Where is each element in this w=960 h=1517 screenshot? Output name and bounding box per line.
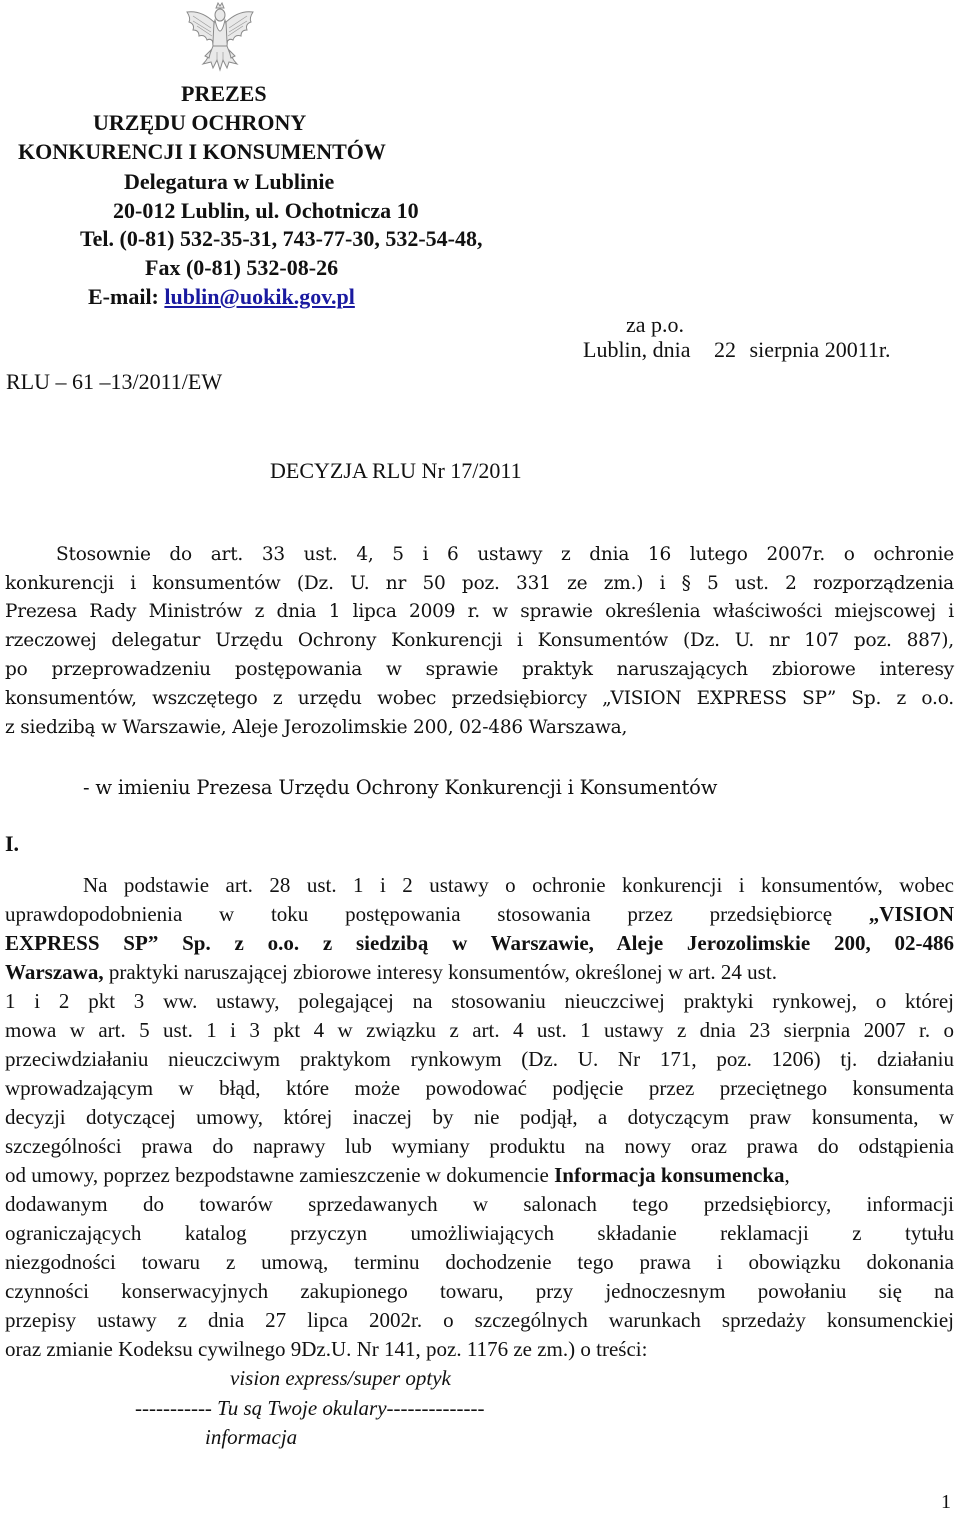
body-line-7: przeciwdziałaniu nieuczciwym praktykom rynkowym (Dz. U. Nr 171, poz. 1206) tj. działaniu xyxy=(5,1047,954,1071)
date-day: 22 xyxy=(714,337,737,362)
intro-line-4: rzeczowej delegatur Urzędu Ochrony Konkurencji i Konsumentów (Dz. U. nr 107 poz. 887), xyxy=(5,630,954,651)
intro-line-2: konkurencji i konsumentów (Dz. U. nr 50 poz. 331 ze zm.) i § 5 ust. 2 rozporządzenia xyxy=(5,573,954,594)
body-line-17: oraz zmianie Kodeksu cywilnego 9Dz.U. Nr 141, poz. 1176 ze zm.) o treści: xyxy=(5,1337,648,1361)
body-line-14: niezgodności towaru z umową, terminu dochodzenie tego prawa i obowiązku dokonania xyxy=(5,1250,954,1274)
body-line-10: szczególności prawa do naprawy lub wymiany produktu na nowy oraz prawa do odstąpienia xyxy=(5,1134,954,1158)
office-name-line1: URZĘDU OCHRONY xyxy=(93,110,307,135)
section-number: I. xyxy=(5,831,20,856)
body-line-4 xyxy=(5,960,954,985)
signatory-note: za p.o. xyxy=(626,312,685,337)
delegation-name: Delegatura w Lublinie xyxy=(124,169,335,194)
office-name-line2: KONKURENCJI I KONSUMENTÓW xyxy=(18,139,386,164)
office-fax: Fax (0-81) 532-08-26 xyxy=(145,255,339,280)
body-line-11 xyxy=(5,1163,790,1188)
company-name-part2: EXPRESS SP” Sp. z o.o. z siedzibą w Warszawie, Aleje Jerozolimskie 200, 02-486 xyxy=(5,931,954,955)
body-line-12: dodawanym do towarów sprzedawanych w salonach tego przedsiębiorcy, informacji xyxy=(5,1192,954,1216)
body-line-1: Na podstawie art. 28 ust. 1 i 2 ustawy o ochronie konkurencji i konsumentów, wobec xyxy=(83,873,954,897)
white-eagle-emblem-icon xyxy=(183,2,257,74)
document-name: Informacja konsumencka xyxy=(554,1163,785,1187)
body-line-5: 1 i 2 pkt 3 ww. ustawy, polegającej na stosowaniu nieuczciwej praktyki rynkowej, o której xyxy=(5,989,954,1013)
body-line-13: ograniczających katalog przyczyn umożliwiających składanie reklamacji z tytułu xyxy=(5,1221,954,1245)
body-line-9: decyzji dotyczącej umowy, której inaczej by nie podjął, a dotyczącym praw konsumenta, w xyxy=(5,1105,954,1129)
office-head-title: PREZES xyxy=(181,81,267,106)
document-name-comma: , xyxy=(784,1163,790,1187)
quote-line-1: vision express/super optyk xyxy=(230,1366,451,1390)
body-line-2 xyxy=(5,902,954,927)
body-line-8: wprowadzającym w błąd, które może powodować podjęcie przez przeciętnego konsumenta xyxy=(5,1076,954,1100)
intro-line-1: Stosownie do art. 33 ust. 4, 5 i 6 ustawy z dnia 16 lutego 2007r. o ochronie xyxy=(56,544,954,565)
decision-title: DECYZJA RLU Nr 17/2011 xyxy=(270,458,522,483)
place-date-prefix: Lublin, dnia xyxy=(583,337,691,362)
office-email-line xyxy=(88,282,355,311)
page-number: 1 xyxy=(941,1491,951,1513)
email-link[interactable]: lublin@uokik.gov.pl xyxy=(164,284,355,309)
body-line-15: czynności konserwacyjnych zakupionego towaru, przy jednoczesnym powołaniu się na xyxy=(5,1279,954,1303)
company-name-part3: Warszawa, xyxy=(5,960,104,984)
office-address: 20-012 Lublin, ul. Ochotnicza 10 xyxy=(113,198,419,223)
body-line-2-text: uprawdopodobnienia w toku postępowania stosowania przez przedsiębiorcę xyxy=(5,902,869,926)
body-line-16: przepisy ustawy z dnia 27 lipca 2002r. o szczególnych warunkach sprzedaży konsumenckiej xyxy=(5,1308,954,1332)
email-label: E-mail: xyxy=(88,284,165,309)
quote-line-2: ----------- Tu są Twoje okulary-------------- xyxy=(135,1396,485,1420)
intro-line-3: Prezesa Rady Ministrów z dnia 1 lipca 2009 r. w sprawie określenia właściwości miejscowej i xyxy=(5,601,954,622)
place-date xyxy=(583,337,890,363)
on-behalf-line: - w imieniu Prezesa Urzędu Ochrony Konkurencji i Konsumentów xyxy=(83,776,718,799)
body-line-4-text: praktyki naruszającej zbiorowe interesy konsumentów, określonej w art. 24 ust. xyxy=(103,960,777,984)
intro-line-6: konsumentów, wszczętego z urzędu wobec przedsiębiorcy „VISION EXPRESS SP” Sp. z o.o. xyxy=(5,688,954,709)
body-line-11-text: od umowy, poprzez bezpodstawne zamieszczenie w dokumencie xyxy=(5,1163,555,1187)
intro-line-7: z siedzibą w Warszawie, Aleje Jerozolimskie 200, 02-486 Warszawa, xyxy=(5,717,628,738)
body-line-6: mowa w art. 5 ust. 1 i 3 pkt 4 w związku z art. 4 ust. 1 ustawy z dnia 23 sierpnia 2007 r. o xyxy=(5,1018,954,1042)
office-phone: Tel. (0-81) 532-35-31, 743-77-30, 532-54-48, xyxy=(80,226,483,251)
intro-line-5: po przeprowadzeniu postępowania w sprawie praktyk naruszających zbiorowe interesy xyxy=(5,659,954,680)
company-name-part1: „VISION xyxy=(868,902,954,926)
case-number: RLU – 61 –13/2011/EW xyxy=(6,369,223,394)
date-month-year: sierpnia 20011r. xyxy=(749,337,891,362)
quote-line-3: informacja xyxy=(205,1425,298,1449)
